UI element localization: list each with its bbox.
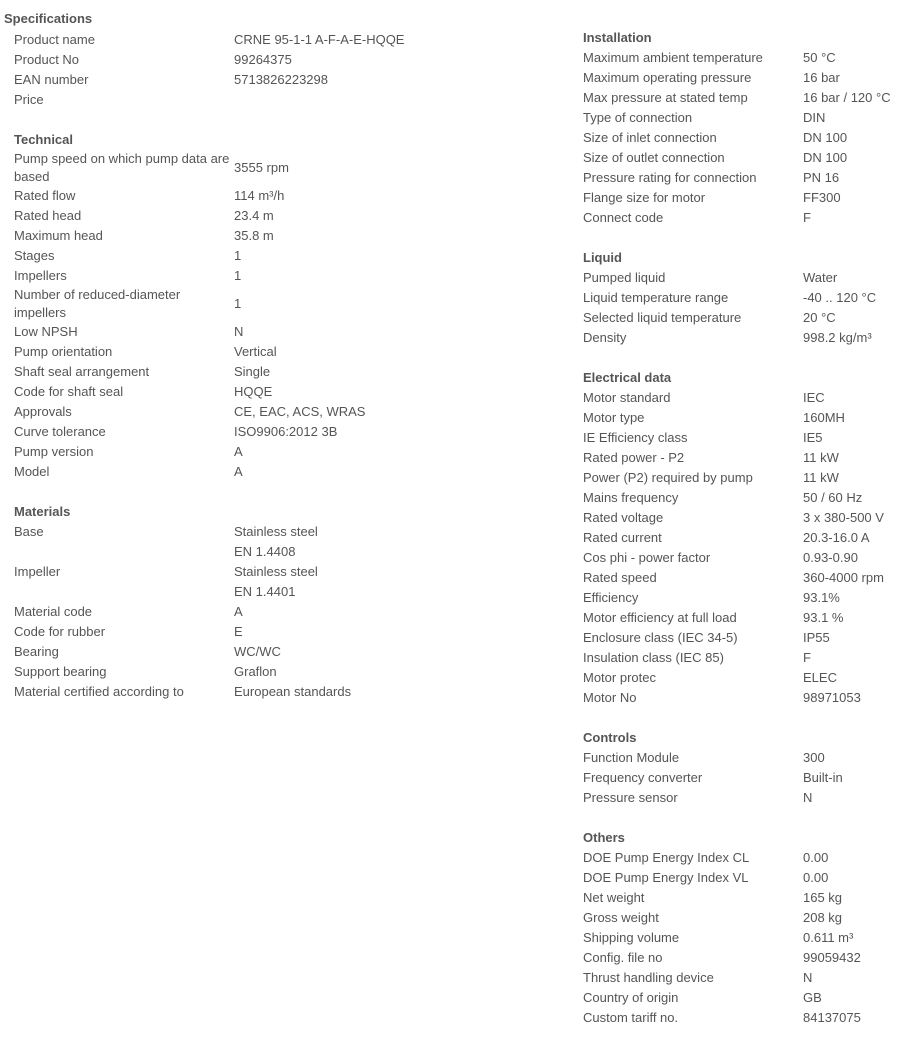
spec-row bbox=[583, 48, 891, 68]
spec-row bbox=[14, 562, 351, 582]
spec-label: Pressure sensor bbox=[583, 790, 678, 805]
spec-label: Insulation class (IEC 85) bbox=[583, 650, 724, 665]
spec-row bbox=[14, 422, 365, 442]
electrical-table bbox=[583, 388, 884, 708]
spec-label: Code for shaft seal bbox=[14, 384, 124, 399]
spec-label: Code for rubber bbox=[14, 624, 106, 639]
left-column bbox=[14, 30, 569, 722]
spec-row bbox=[14, 462, 365, 482]
spec-label: Maximum ambient temperature bbox=[583, 50, 763, 65]
spec-label: Pump speed on which pump data are based bbox=[14, 151, 230, 184]
spec-label: Motor standard bbox=[583, 390, 671, 405]
spec-value: 0.00 bbox=[803, 870, 829, 885]
spec-label: Power (P2) required by pump bbox=[583, 470, 753, 485]
spec-row bbox=[583, 948, 861, 968]
spec-label: Frequency converter bbox=[583, 770, 703, 785]
section-title: Liquid bbox=[583, 250, 622, 265]
spec-label: Product No bbox=[14, 52, 80, 67]
others-section bbox=[583, 828, 918, 1028]
spec-value: 99059432 bbox=[803, 950, 861, 965]
spec-label: Maximum head bbox=[14, 228, 103, 243]
spec-value: Stainless steel bbox=[234, 564, 318, 579]
spec-row bbox=[583, 108, 891, 128]
motor-no-link[interactable]: 98971053 bbox=[803, 690, 861, 705]
spec-value: IP55 bbox=[803, 630, 830, 645]
spec-label: Motor No bbox=[583, 690, 637, 705]
controls-section bbox=[583, 728, 918, 808]
spec-value: 93.1% bbox=[803, 590, 840, 605]
spec-value: DIN bbox=[803, 110, 826, 125]
spec-label: Pump orientation bbox=[14, 344, 113, 359]
spec-row bbox=[583, 568, 884, 588]
spec-row bbox=[583, 288, 876, 308]
spec-label: Custom tariff no. bbox=[583, 1010, 679, 1025]
spec-row bbox=[14, 402, 365, 422]
spec-label: Selected liquid temperature bbox=[583, 310, 742, 325]
spec-value: N bbox=[803, 790, 813, 805]
spec-value: ELEC bbox=[803, 670, 837, 685]
spec-label-empty bbox=[14, 542, 234, 562]
spec-label: EAN number bbox=[14, 72, 89, 87]
spec-row bbox=[583, 768, 843, 788]
spec-value: 998.2 kg/m³ bbox=[803, 330, 872, 345]
spec-row bbox=[583, 448, 884, 468]
spec-value: E bbox=[234, 624, 243, 639]
spec-row bbox=[583, 488, 884, 508]
controls-table bbox=[583, 748, 843, 808]
materials-table bbox=[14, 522, 351, 702]
spec-row bbox=[14, 682, 351, 702]
liquid-section bbox=[583, 248, 918, 348]
spec-value bbox=[234, 90, 404, 110]
spec-row bbox=[14, 362, 365, 382]
spec-label: Curve tolerance bbox=[14, 424, 106, 439]
spec-label: Enclosure class (IEC 34-5) bbox=[583, 630, 738, 645]
section-title: Technical bbox=[14, 132, 74, 147]
spec-value: ISO9906:2012 3B bbox=[234, 424, 338, 439]
installation-section bbox=[583, 28, 918, 228]
spec-label: Shaft seal arrangement bbox=[14, 364, 150, 379]
spec-row bbox=[583, 268, 876, 288]
spec-label: Motor protec bbox=[583, 670, 656, 685]
general-section bbox=[14, 30, 569, 110]
spec-value: Built-in bbox=[803, 770, 843, 785]
spec-value: 99264375 bbox=[234, 52, 292, 67]
spec-label: Gross weight bbox=[583, 910, 659, 925]
spec-value: 300 bbox=[803, 750, 825, 765]
spec-value: 11 kW bbox=[803, 450, 839, 465]
spec-label-empty bbox=[14, 582, 234, 602]
spec-row bbox=[583, 88, 891, 108]
spec-row bbox=[583, 888, 861, 908]
page-title: Specifications bbox=[4, 11, 93, 26]
spec-value: 35.8 m bbox=[234, 228, 274, 243]
spec-row bbox=[14, 286, 365, 322]
general-table bbox=[14, 30, 404, 110]
spec-value: A bbox=[234, 464, 243, 479]
spec-row bbox=[583, 928, 861, 948]
spec-label: Max pressure at stated temp bbox=[583, 90, 748, 105]
spec-row bbox=[583, 648, 884, 668]
spec-value: GB bbox=[803, 990, 822, 1005]
spec-row bbox=[14, 30, 404, 50]
spec-row bbox=[14, 246, 365, 266]
spec-row bbox=[583, 208, 891, 228]
spec-row bbox=[14, 342, 365, 362]
spec-value: 16 bar / 120 °C bbox=[803, 90, 891, 105]
spec-value: 84137075 bbox=[803, 1010, 861, 1025]
spec-row bbox=[583, 148, 891, 168]
spec-value: 360-4000 rpm bbox=[803, 570, 884, 585]
spec-value: 1 bbox=[234, 268, 242, 283]
materials-section bbox=[14, 502, 569, 702]
others-table bbox=[583, 848, 861, 1028]
spec-value: 20.3-16.0 A bbox=[803, 530, 870, 545]
spec-value: Stainless steel bbox=[234, 524, 318, 539]
spec-label: Size of inlet connection bbox=[583, 130, 717, 145]
spec-row bbox=[14, 266, 365, 286]
spec-label: Material certified according to bbox=[14, 684, 184, 699]
spec-label: Product name bbox=[14, 32, 95, 47]
spec-label: Density bbox=[583, 330, 627, 345]
spec-label: Low NPSH bbox=[14, 324, 78, 339]
spec-value: 0.00 bbox=[803, 850, 829, 865]
spec-row bbox=[583, 408, 884, 428]
spec-row bbox=[583, 588, 884, 608]
section-title: Materials bbox=[14, 504, 71, 519]
spec-label: Pressure rating for connection bbox=[583, 170, 757, 185]
spec-label: Model bbox=[14, 464, 50, 479]
spec-value: F bbox=[803, 210, 811, 225]
spec-value: 1 bbox=[234, 296, 242, 311]
spec-label: Motor efficiency at full load bbox=[583, 610, 737, 625]
electrical-section bbox=[583, 368, 918, 708]
spec-row bbox=[14, 226, 365, 246]
spec-row bbox=[583, 308, 876, 328]
spec-row bbox=[14, 186, 365, 206]
spec-value: A bbox=[234, 604, 243, 619]
spec-label: Country of origin bbox=[583, 990, 679, 1005]
spec-value: Water bbox=[803, 270, 838, 285]
spec-row bbox=[14, 50, 404, 70]
spec-row bbox=[583, 668, 884, 688]
liquid-table bbox=[583, 268, 876, 348]
spec-label: Rated power - P2 bbox=[583, 450, 685, 465]
spec-row bbox=[14, 662, 351, 682]
spec-value: Vertical bbox=[234, 344, 277, 359]
spec-row bbox=[583, 388, 884, 408]
spec-row bbox=[583, 168, 891, 188]
spec-label: Pumped liquid bbox=[583, 270, 666, 285]
spec-value: 23.4 m bbox=[234, 208, 274, 223]
technical-table bbox=[14, 150, 365, 482]
spec-label: Motor type bbox=[583, 410, 645, 425]
spec-row bbox=[583, 788, 843, 808]
spec-value: -40 .. 120 °C bbox=[803, 290, 877, 305]
spec-value: 208 kg bbox=[803, 910, 843, 925]
spec-label: Liquid temperature range bbox=[583, 290, 729, 305]
spec-value-secondary: EN 1.4408 bbox=[234, 544, 296, 559]
spec-row bbox=[14, 70, 404, 90]
spec-row bbox=[14, 382, 365, 402]
spec-label: Type of connection bbox=[583, 110, 693, 125]
spec-label: Impeller bbox=[14, 564, 61, 579]
spec-row bbox=[583, 468, 884, 488]
spec-label: Efficiency bbox=[583, 590, 639, 605]
spec-value-secondary: EN 1.4401 bbox=[234, 584, 296, 599]
spec-value: 0.93-0.90 bbox=[803, 550, 858, 565]
spec-row bbox=[583, 1008, 861, 1028]
spec-label: Flange size for motor bbox=[583, 190, 706, 205]
spec-label: Impellers bbox=[14, 268, 67, 283]
section-title: Installation bbox=[583, 30, 652, 45]
spec-row bbox=[583, 188, 891, 208]
spec-label: IE Efficiency class bbox=[583, 430, 688, 445]
spec-value: DN 100 bbox=[803, 150, 848, 165]
spec-label: Base bbox=[14, 524, 44, 539]
spec-row bbox=[14, 206, 365, 226]
spec-row bbox=[583, 908, 861, 928]
spec-label: Shipping volume bbox=[583, 930, 680, 945]
spec-value: HQQE bbox=[234, 384, 273, 399]
spec-label: Rated speed bbox=[583, 570, 657, 585]
spec-value: 160MH bbox=[803, 410, 845, 425]
spec-value: 11 kW bbox=[803, 470, 839, 485]
spec-value: DN 100 bbox=[803, 130, 848, 145]
spec-value: N bbox=[234, 324, 244, 339]
spec-value: 20 °C bbox=[803, 310, 836, 325]
spec-label: Pump version bbox=[14, 444, 94, 459]
spec-row bbox=[583, 848, 861, 868]
spec-row bbox=[14, 322, 365, 342]
spec-label: Size of outlet connection bbox=[583, 150, 725, 165]
spec-value: 114 m³/h bbox=[234, 188, 285, 203]
spec-row bbox=[14, 442, 365, 462]
spec-row bbox=[583, 628, 884, 648]
section-title: Others bbox=[583, 830, 625, 845]
spec-label: Support bearing bbox=[14, 664, 107, 679]
spec-value: 50 / 60 Hz bbox=[803, 490, 863, 505]
spec-row bbox=[583, 968, 861, 988]
spec-value: Single bbox=[234, 364, 271, 379]
spec-row bbox=[583, 128, 891, 148]
spec-value: F bbox=[803, 650, 811, 665]
spec-label: Price bbox=[14, 92, 44, 107]
spec-value: IE5 bbox=[803, 430, 823, 445]
spec-label: Rated head bbox=[14, 208, 82, 223]
spec-label: Function Module bbox=[583, 750, 680, 765]
spec-row bbox=[583, 528, 884, 548]
spec-row bbox=[14, 622, 351, 642]
spec-label: DOE Pump Energy Index VL bbox=[583, 870, 749, 885]
spec-label: Thrust handling device bbox=[583, 970, 714, 985]
spec-value: 1 bbox=[234, 248, 242, 263]
spec-label: Rated voltage bbox=[583, 510, 664, 525]
spec-label: Material code bbox=[14, 604, 93, 619]
spec-value: PN 16 bbox=[803, 170, 840, 185]
spec-value: WC/WC bbox=[234, 644, 281, 659]
spec-value: IEC bbox=[803, 390, 825, 405]
spec-label: Net weight bbox=[583, 890, 645, 905]
spec-label: Config. file no bbox=[583, 950, 663, 965]
spec-value: A bbox=[234, 444, 243, 459]
spec-row-continued bbox=[14, 582, 351, 602]
spec-value: 0.611 m³ bbox=[803, 930, 854, 945]
spec-row bbox=[583, 428, 884, 448]
spec-value: 3555 rpm bbox=[234, 160, 289, 175]
spec-row bbox=[583, 68, 891, 88]
spec-row bbox=[583, 688, 884, 708]
spec-row bbox=[14, 522, 351, 542]
spec-value: CE, EAC, ACS, WRAS bbox=[234, 404, 366, 419]
technical-section bbox=[14, 130, 569, 482]
spec-row bbox=[14, 602, 351, 622]
spec-row bbox=[583, 748, 843, 768]
spec-label: Stages bbox=[14, 248, 55, 263]
spec-row bbox=[14, 150, 365, 186]
right-column bbox=[583, 28, 918, 1048]
installation-table bbox=[583, 48, 891, 228]
spec-value: FF300 bbox=[803, 190, 841, 205]
spec-value: 3 x 380-500 V bbox=[803, 510, 884, 525]
spec-row-continued bbox=[14, 542, 351, 562]
spec-value: 5713826223298 bbox=[234, 72, 328, 87]
spec-value: 93.1 % bbox=[803, 610, 844, 625]
spec-row bbox=[14, 642, 351, 662]
spec-value: Graflon bbox=[234, 664, 277, 679]
spec-row bbox=[583, 508, 884, 528]
spec-value: European standards bbox=[234, 684, 352, 699]
spec-row bbox=[14, 90, 404, 110]
spec-row bbox=[583, 608, 884, 628]
spec-label: Cos phi - power factor bbox=[583, 550, 711, 565]
section-title: Electrical data bbox=[583, 370, 672, 385]
spec-row bbox=[583, 548, 884, 568]
spec-label: Mains frequency bbox=[583, 490, 679, 505]
spec-label: Connect code bbox=[583, 210, 664, 225]
spec-label: Bearing bbox=[14, 644, 59, 659]
spec-row bbox=[583, 868, 861, 888]
spec-label: Rated current bbox=[583, 530, 662, 545]
spec-label: Approvals bbox=[14, 404, 72, 419]
section-title: Controls bbox=[583, 730, 637, 745]
spec-label: Number of reduced-diameter impellers bbox=[14, 287, 181, 320]
spec-value: 16 bar bbox=[803, 70, 840, 85]
spec-value: 50 °C bbox=[803, 50, 836, 65]
spec-row bbox=[583, 328, 876, 348]
spec-label: DOE Pump Energy Index CL bbox=[583, 850, 750, 865]
spec-value: 165 kg bbox=[803, 890, 843, 905]
spec-label: Rated flow bbox=[14, 188, 76, 203]
spec-value: CRNE 95-1-1 A-F-A-E-HQQE bbox=[234, 32, 405, 47]
spec-value: N bbox=[803, 970, 813, 985]
spec-label: Maximum operating pressure bbox=[583, 70, 752, 85]
spec-row bbox=[583, 988, 861, 1008]
